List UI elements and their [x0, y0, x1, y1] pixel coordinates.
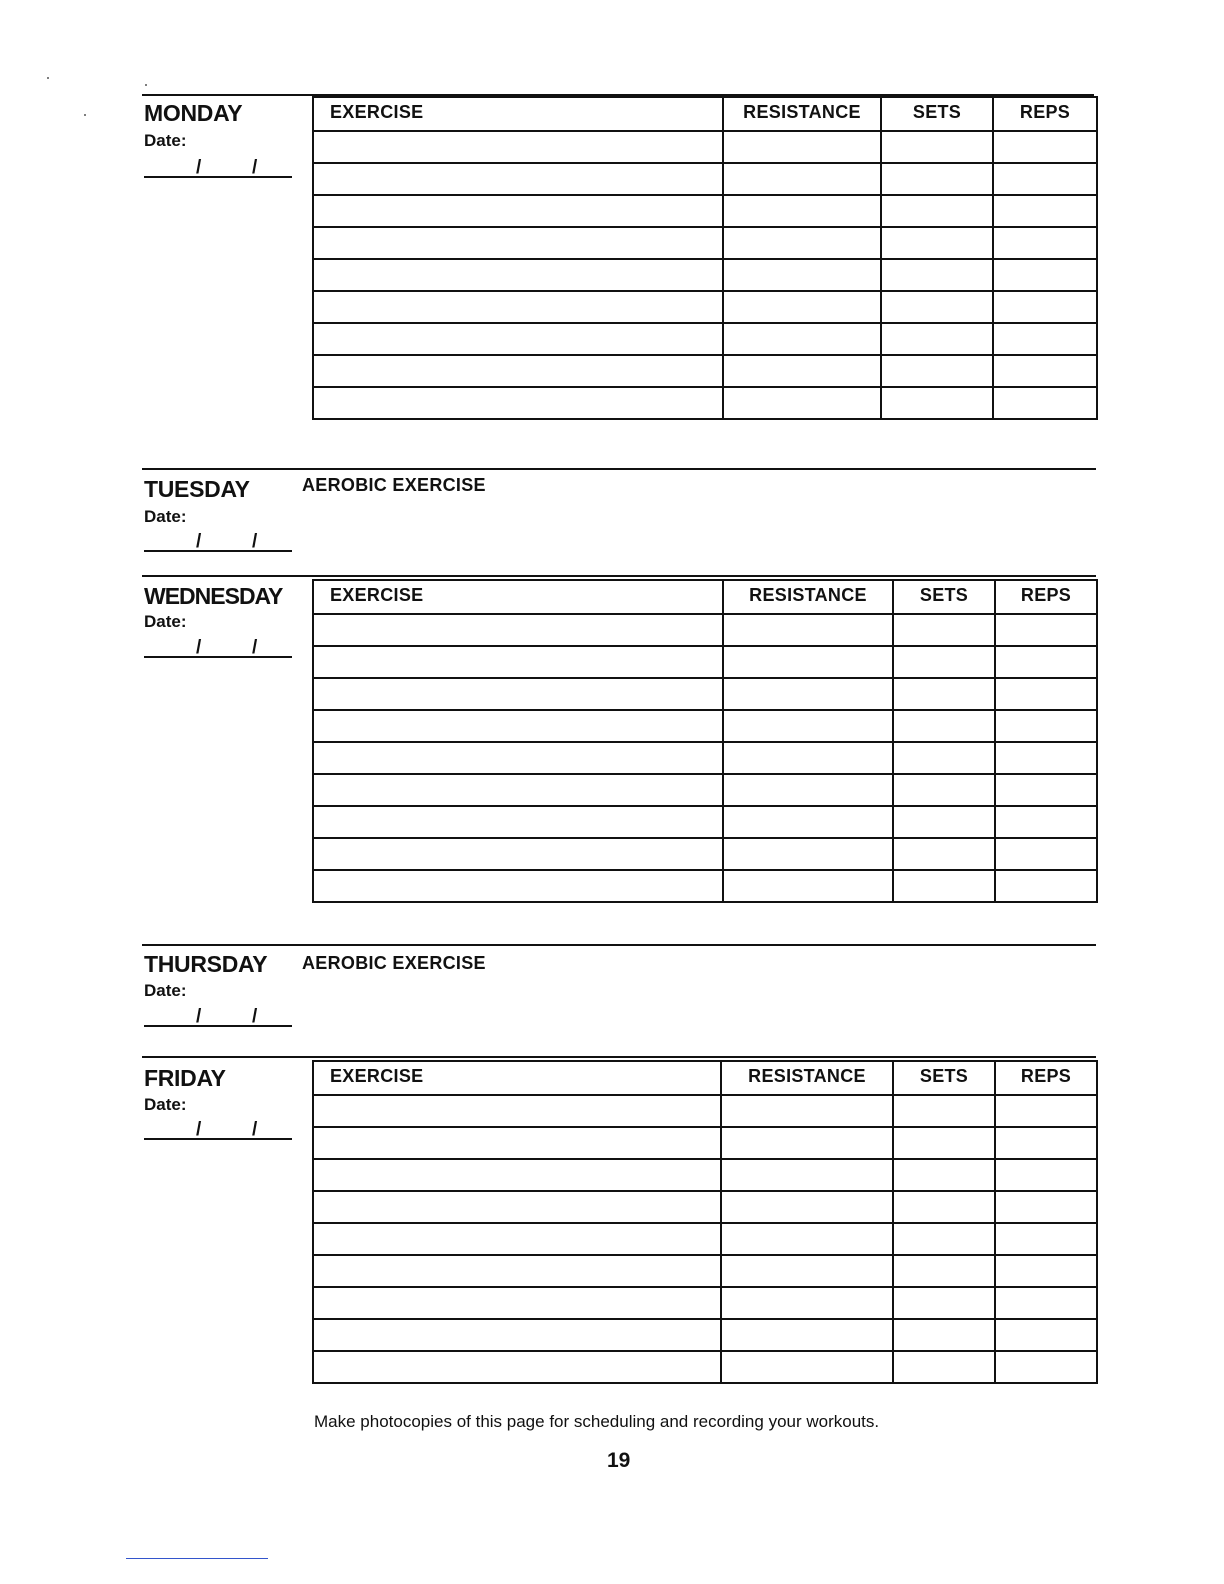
exercise-cell[interactable]	[313, 1319, 721, 1351]
exercise-cell[interactable]	[313, 323, 723, 355]
sets-cell[interactable]	[893, 870, 995, 902]
wednesday-section-rule	[142, 575, 1096, 577]
exercise-cell[interactable]	[313, 678, 723, 710]
resistance-cell[interactable]	[721, 1159, 893, 1191]
reps-cell[interactable]	[993, 259, 1097, 291]
exercise-cell[interactable]	[313, 742, 723, 774]
resistance-cell[interactable]	[723, 387, 881, 419]
friday-section-rule	[142, 1056, 1096, 1058]
sets-cell[interactable]	[893, 678, 995, 710]
exercise-cell[interactable]	[313, 1255, 721, 1287]
table-row	[313, 227, 1097, 259]
scan-edge-line	[126, 1558, 268, 1559]
sets-column-header: SETS	[893, 580, 995, 614]
tuesday-aerobic-label: AEROBIC EXERCISE	[302, 475, 486, 495]
reps-cell[interactable]	[995, 678, 1097, 710]
sets-cell[interactable]	[893, 1127, 995, 1159]
sets-cell[interactable]	[893, 774, 995, 806]
resistance-cell[interactable]	[723, 710, 893, 742]
resistance-cell[interactable]	[723, 678, 893, 710]
resistance-cell[interactable]	[723, 614, 893, 646]
table-row	[313, 806, 1097, 838]
resistance-cell[interactable]	[723, 806, 893, 838]
sets-cell[interactable]	[893, 838, 995, 870]
monday-date-field[interactable]	[144, 150, 292, 178]
table-header-row	[313, 1061, 1097, 1095]
sets-cell[interactable]	[893, 1319, 995, 1351]
sets-cell[interactable]	[881, 227, 993, 259]
reps-cell[interactable]	[995, 838, 1097, 870]
sets-cell[interactable]	[881, 163, 993, 195]
table-row	[313, 678, 1097, 710]
tuesday-date-field[interactable]	[144, 524, 292, 552]
date-slash: /	[196, 157, 202, 178]
resistance-cell[interactable]	[723, 131, 881, 163]
date-slash: /	[196, 637, 202, 658]
reps-cell[interactable]	[993, 355, 1097, 387]
resistance-cell[interactable]	[723, 291, 881, 323]
exercise-cell[interactable]	[313, 710, 723, 742]
exercise-cell[interactable]	[313, 1159, 721, 1191]
reps-cell[interactable]	[995, 1095, 1097, 1127]
thursday-date-field[interactable]	[144, 999, 292, 1027]
sets-cell[interactable]	[893, 646, 995, 678]
monday-date-label: Date:	[144, 131, 187, 150]
reps-cell[interactable]	[993, 227, 1097, 259]
table-row	[313, 1191, 1097, 1223]
exercise-cell[interactable]	[313, 1191, 721, 1223]
table-row	[313, 1255, 1097, 1287]
date-slash: /	[252, 637, 258, 658]
reps-cell[interactable]	[995, 1159, 1097, 1191]
friday-exercise-table	[312, 1060, 1098, 1384]
wednesday-date-field[interactable]	[144, 630, 292, 658]
table-row	[313, 323, 1097, 355]
table-row	[313, 1319, 1097, 1351]
resistance-column-header: RESISTANCE	[721, 1061, 893, 1095]
sets-cell[interactable]	[893, 710, 995, 742]
table-row	[313, 742, 1097, 774]
thursday-date-label: Date:	[144, 981, 187, 1000]
exercise-cell[interactable]	[313, 355, 723, 387]
resistance-cell[interactable]	[723, 355, 881, 387]
sets-cell[interactable]	[893, 1191, 995, 1223]
sets-cell[interactable]	[893, 742, 995, 774]
table-row	[313, 1159, 1097, 1191]
reps-cell[interactable]	[995, 1319, 1097, 1351]
sets-cell[interactable]	[893, 806, 995, 838]
reps-column-header: REPS	[993, 97, 1097, 131]
table-row	[313, 1223, 1097, 1255]
reps-cell[interactable]	[995, 710, 1097, 742]
reps-cell[interactable]	[995, 742, 1097, 774]
resistance-cell[interactable]	[721, 1319, 893, 1351]
exercise-cell[interactable]	[313, 1127, 721, 1159]
thursday-aerobic-label: AEROBIC EXERCISE	[302, 953, 486, 973]
resistance-cell[interactable]	[721, 1191, 893, 1223]
exercise-cell[interactable]	[313, 870, 723, 902]
monday-exercise-table	[312, 96, 1098, 420]
friday-date-field[interactable]	[144, 1112, 292, 1140]
reps-cell[interactable]	[995, 1255, 1097, 1287]
sets-cell[interactable]	[893, 1095, 995, 1127]
reps-cell[interactable]	[995, 1287, 1097, 1319]
resistance-cell[interactable]	[723, 646, 893, 678]
sets-cell[interactable]	[893, 1255, 995, 1287]
exercise-cell[interactable]	[313, 1351, 721, 1383]
reps-cell[interactable]	[993, 163, 1097, 195]
exercise-cell[interactable]	[313, 774, 723, 806]
resistance-cell[interactable]	[723, 227, 881, 259]
date-slash: /	[252, 157, 258, 178]
reps-cell[interactable]	[993, 131, 1097, 163]
resistance-column-header: RESISTANCE	[723, 97, 881, 131]
resistance-column-header: RESISTANCE	[723, 580, 893, 614]
friday-heading: FRIDAY	[144, 1065, 226, 1091]
date-slash: /	[196, 1006, 202, 1027]
date-slash: /	[252, 1119, 258, 1140]
table-row	[313, 1351, 1097, 1383]
exercise-cell[interactable]	[313, 1287, 721, 1319]
reps-cell[interactable]	[995, 646, 1097, 678]
reps-cell[interactable]	[995, 870, 1097, 902]
exercise-column-header: EXERCISE	[313, 580, 723, 614]
sets-cell[interactable]	[881, 323, 993, 355]
wednesday-date-label: Date:	[144, 612, 187, 631]
exercise-cell[interactable]	[313, 387, 723, 419]
resistance-cell[interactable]	[723, 838, 893, 870]
tuesday-section-rule	[142, 468, 1096, 470]
thursday-section-rule	[142, 944, 1096, 946]
reps-cell[interactable]	[995, 1351, 1097, 1383]
resistance-cell[interactable]	[723, 323, 881, 355]
sets-cell[interactable]	[881, 195, 993, 227]
table-row	[313, 870, 1097, 902]
page-number: 19	[607, 1449, 631, 1472]
table-row	[313, 291, 1097, 323]
resistance-cell[interactable]	[721, 1095, 893, 1127]
exercise-cell[interactable]	[313, 646, 723, 678]
resistance-cell[interactable]	[721, 1287, 893, 1319]
sets-cell[interactable]	[893, 1351, 995, 1383]
resistance-cell[interactable]	[721, 1351, 893, 1383]
table-row	[313, 195, 1097, 227]
table-row	[313, 259, 1097, 291]
reps-cell[interactable]	[995, 614, 1097, 646]
exercise-cell[interactable]	[313, 1223, 721, 1255]
footer-note: Make photocopies of this page for scheduling and recording your workouts.	[314, 1412, 880, 1431]
exercise-cell[interactable]	[313, 291, 723, 323]
reps-cell[interactable]	[995, 774, 1097, 806]
sets-cell[interactable]	[893, 1223, 995, 1255]
table-header-row	[313, 580, 1097, 614]
table-row	[313, 710, 1097, 742]
resistance-cell[interactable]	[723, 742, 893, 774]
table-row	[313, 1287, 1097, 1319]
table-row	[313, 387, 1097, 419]
sets-cell[interactable]	[881, 131, 993, 163]
reps-cell[interactable]	[993, 387, 1097, 419]
table-row	[313, 355, 1097, 387]
exercise-cell[interactable]	[313, 838, 723, 870]
date-slash: /	[252, 531, 258, 552]
table-header-row	[313, 97, 1097, 131]
table-row	[313, 614, 1097, 646]
exercise-cell[interactable]	[313, 259, 723, 291]
exercise-cell[interactable]	[313, 1095, 721, 1127]
thursday-heading: THURSDAY	[144, 951, 268, 977]
tuesday-heading: TUESDAY	[144, 476, 250, 502]
table-row	[313, 1095, 1097, 1127]
resistance-cell[interactable]	[723, 195, 881, 227]
resistance-cell[interactable]	[723, 774, 893, 806]
table-row	[313, 1127, 1097, 1159]
exercise-cell[interactable]	[313, 195, 723, 227]
table-row	[313, 838, 1097, 870]
tuesday-date-label: Date:	[144, 507, 187, 526]
sets-cell[interactable]	[893, 614, 995, 646]
exercise-cell[interactable]	[313, 163, 723, 195]
exercise-cell[interactable]	[313, 614, 723, 646]
reps-column-header: REPS	[995, 580, 1097, 614]
date-slash: /	[252, 1006, 258, 1027]
resistance-cell[interactable]	[721, 1255, 893, 1287]
reps-cell[interactable]	[995, 806, 1097, 838]
sets-column-header: SETS	[881, 97, 993, 131]
reps-cell[interactable]	[993, 323, 1097, 355]
table-row	[313, 131, 1097, 163]
exercise-cell[interactable]	[313, 131, 723, 163]
reps-cell[interactable]	[995, 1223, 1097, 1255]
sets-cell[interactable]	[893, 1287, 995, 1319]
reps-cell[interactable]	[995, 1127, 1097, 1159]
reps-cell[interactable]	[993, 291, 1097, 323]
wednesday-heading: WEDNESDAY	[144, 583, 283, 609]
table-row	[313, 774, 1097, 806]
date-slash: /	[196, 531, 202, 552]
monday-heading: MONDAY	[144, 100, 243, 126]
exercise-column-header: EXERCISE	[313, 97, 723, 131]
resistance-cell[interactable]	[723, 870, 893, 902]
date-slash: /	[196, 1119, 202, 1140]
reps-column-header: REPS	[995, 1061, 1097, 1095]
sets-cell[interactable]	[881, 387, 993, 419]
exercise-cell[interactable]	[313, 227, 723, 259]
resistance-cell[interactable]	[723, 163, 881, 195]
sets-column-header: SETS	[893, 1061, 995, 1095]
sets-cell[interactable]	[893, 1159, 995, 1191]
table-row	[313, 163, 1097, 195]
reps-cell[interactable]	[995, 1191, 1097, 1223]
table-row	[313, 646, 1097, 678]
exercise-cell[interactable]	[313, 806, 723, 838]
friday-date-label: Date:	[144, 1095, 187, 1114]
exercise-column-header: EXERCISE	[313, 1061, 721, 1095]
resistance-cell[interactable]	[721, 1223, 893, 1255]
resistance-cell[interactable]	[721, 1127, 893, 1159]
resistance-cell[interactable]	[723, 259, 881, 291]
reps-cell[interactable]	[993, 195, 1097, 227]
sets-cell[interactable]	[881, 291, 993, 323]
sets-cell[interactable]	[881, 355, 993, 387]
sets-cell[interactable]	[881, 259, 993, 291]
wednesday-exercise-table	[312, 579, 1098, 903]
